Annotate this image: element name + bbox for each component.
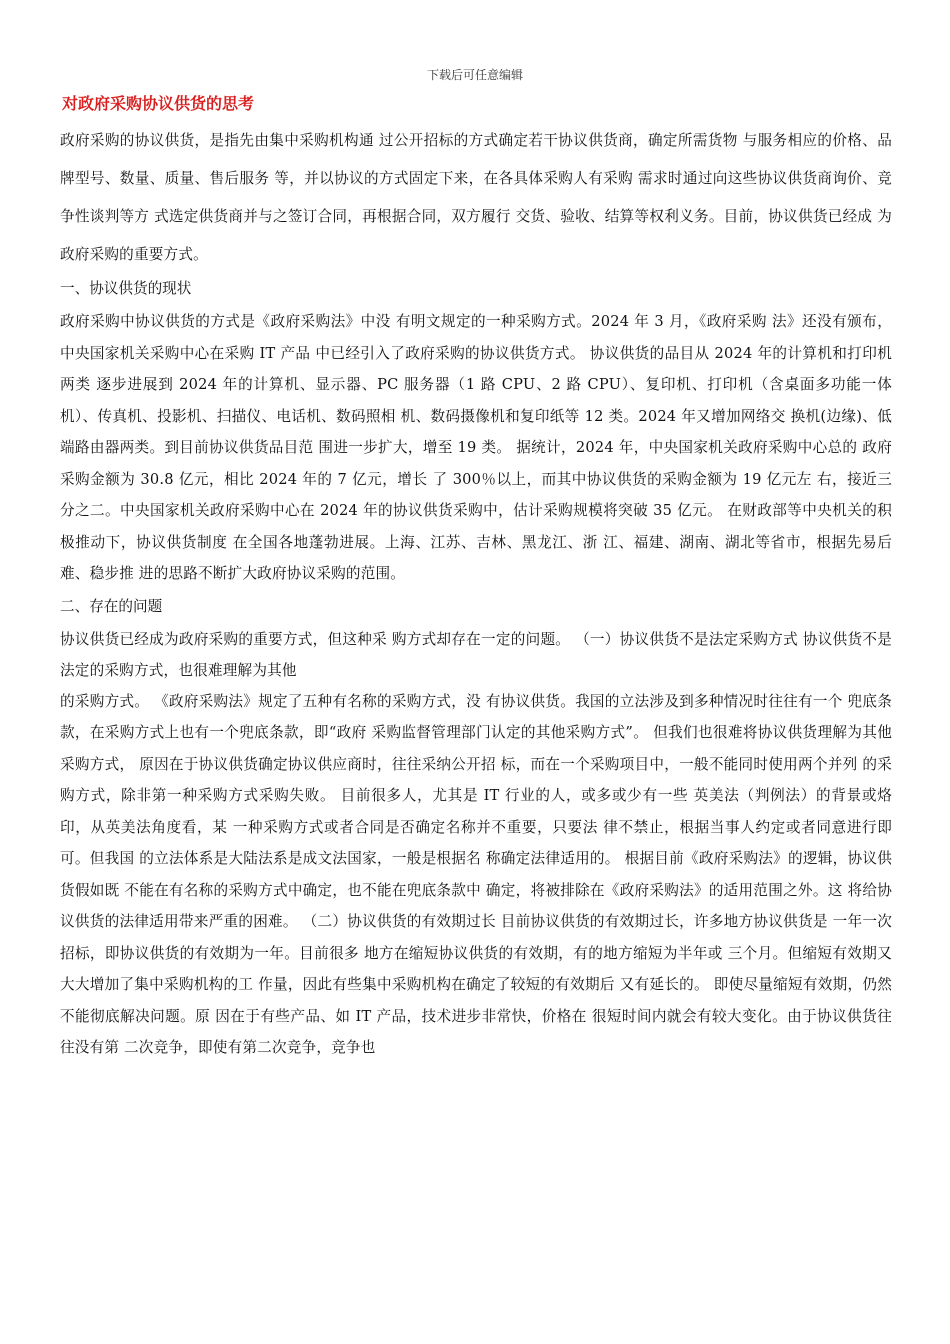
header-note: 下载后可任意编辑: [426, 68, 523, 82]
paragraph-intro: 政府采购的协议供货，是指先由集中采购机构通 过公开招标的方式确定若干协议供货商，确定所需货物 与服务相应的价格、品牌型号、数量、质量、售后服务 等，并以协议的方式固定下来，在各具体采购人有采购 需求时通过向这些协议供货商询价、竞争性谈判等方 式选定供货商并与之签订合同，再根据合同，双方履行 交货、验收、结算等权利义务。目前，协议供货已经成 为政府采购的重要方式。: [60, 132, 892, 263]
paragraph-problems-intro: 协议供货已经成为政府采购的重要方式，但这种采 购方式却存在一定的问题。 （一）协议供货不是法定采购方式 协议供货不是法定的采购方式，也很难理解为其他: [60, 630, 892, 679]
paragraph-problems-detail: 的采购方式。 《政府采购法》规定了五种有名称的采购方式，没 有协议供货。我国的立法涉及到多种情况时往往有一个 兜底条款，在采购方式上也有一个兜底条款，即“政府 采购监督管理部门认定的其他采购方式”。 但我们也很难将协议供货理解为其他采购方式， 原因在于协议供货确定协议供应商时，往往采纳公开招 标，而在一个采购项目中，一般不能同时使用两个并列 的采购方式，除非第一种采购方式采购失败。 目前很多人，尤其是 IT 行业的人，或多或少有一些 英美法（判例法）的背景或烙印，从英美法角度看，某 一种采购方式或者合同是否确定名称并不重要，只要法 律不禁止，根据当事人约定或者同意进行即可。但我国 的立法体系是大陆法系是成文法国家，一般是根据名 称确定法律适用的。 根据目前《政府采购法》的逻辑，协议供货假如既 不能在有名称的采购方式中确定，也不能在兜底条款中 确定，将被排除在《政府采购法》的适用范围之外。这 将给协议供货的法律适用带来严重的困难。 （二）协议供货的有效期过长 目前协议供货的有效期过长，许多地方协议供货是 一年一次招标，即协议供货的有效期为一年。目前很多 地方在缩短协议供货的有效期，有的地方缩短为半年或 三个月。但缩短有效期又大大增加了集中采购机构的工 作量，因此有些集中采购机构在确定了较短的有效期后 又有延长的。 即使尽量缩短有效期，仍然不能彻底解决问题。原 因在于有些产品、如 IT 产品，技术进步非常快，价格在 很短时间内就会有较大变化。由于协议供货往往没有第 二次竞争，即使有第二次竞争，竞争也: [60, 692, 892, 1056]
document-title: 对政府采购协议供货的思考: [62, 94, 255, 113]
paragraph-status: 政府采购中协议供货的方式是《政府采购法》中没 有明文规定的一种采购方式。2024 年 3 月，《政府采购 法》还没有颁布，中央国家机关采购中心在采购 IT 产品 中已经引入了政府采购的协议供货方式。 协议供货的品目从 2024 年的计算机和打印机两类 逐步进展到 2024 年的计算机、显示器、PC 服务器（1 路 CPU、2 路 CPU）、复印机、打印机（含桌面多功能一体 机）、传真机、投影机、扫描仪、电话机、数码照相 机、数码摄像机和复印纸等 12 类。2024 年又增加网络交 换机(边缘)、低端路由器两类。到目前协议供货品目范 围进一步扩大，增至 19 类。 据统计，2024 年，中央国家机关政府采购中心总的 政府采购金额为 30.8 亿元，相比 2024 年的 7 亿元，增长 了 300％以上，而其中协议供货的采购金额为 19 亿元左 右，接近三分之二。中央国家机关政府采购中心在 2024 年的协议供货采购中，估计采购规模将突破 35 亿元。 在财政部等中央机关的积极推动下，协议供货制度 在全国各地蓬勃进展。上海、江苏、吉林、黑龙江、浙 江、福建、湖南、湖北等省市，根据先易后难、稳步推 进的思路不断扩大政府协议采购的范围。: [60, 313, 892, 582]
document-body: [60, 122, 892, 1064]
section-heading-problems: 二、存在的问题: [60, 597, 163, 615]
section-heading-status: 一、协议供货的现状: [60, 280, 192, 297]
